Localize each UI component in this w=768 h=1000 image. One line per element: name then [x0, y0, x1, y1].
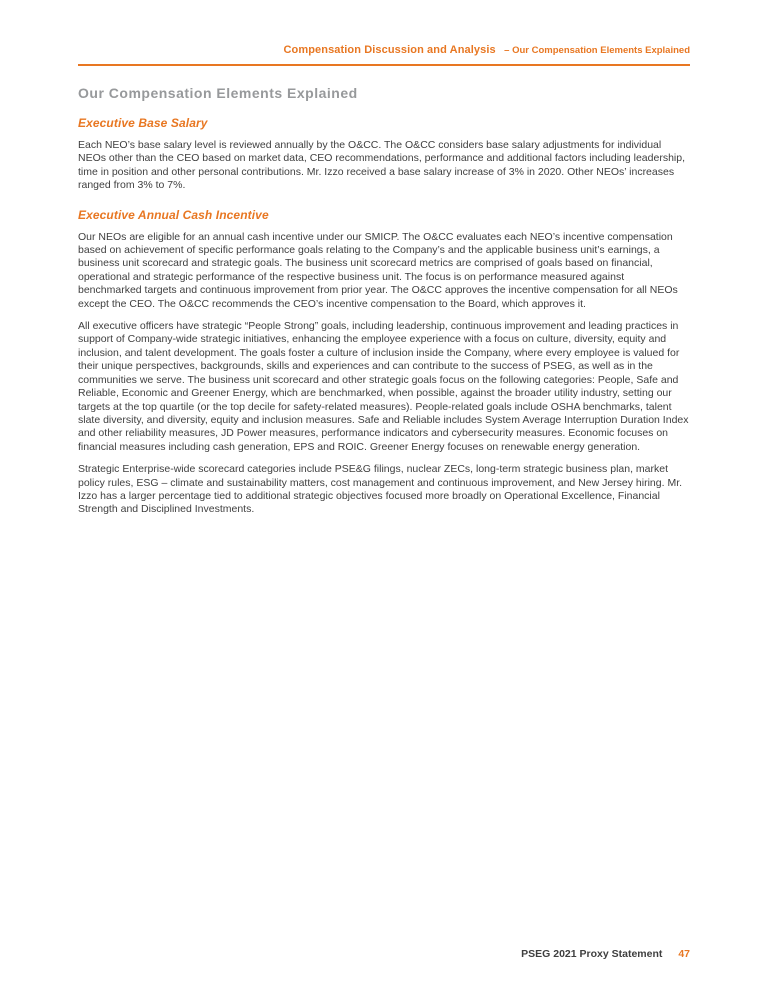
paragraph-cash-incentive-overview: Our NEOs are eligible for an annual cash incentive under our SMICP. The O&CC evaluates each NEO’s incentive compensation based on achievement of specific performance goals relating to the Company’s and the applicable business unit’s earnings, a business unit scorecard and strategic goals. The business unit scorecard metrics are comprised of goals based on financial, operational and strategic performance of the respective business unit. The focus is on performance measured against benchmarked targets and continuous improvement from prior year. The O&CC approves the incentive compensation for all NEOs except the CEO. The O&CC recommends the CEO’s incentive compensation to the Board, which approves it. — [78, 230, 678, 310]
page-title: Our Compensation Elements Explained — [78, 85, 358, 101]
section-executive-base-salary — [78, 116, 690, 193]
running-header-section: – Our Compensation Elements Explained — [504, 45, 690, 56]
footer-page-number: 47 — [678, 948, 690, 960]
paragraph-people-strong-goals: All executive officers have strategic “People Strong” goals, including leadership, continuous improvement and leading practices in support of Company-wide strategic initiatives, enhancing the employee experience with a focus on culture, diversity, equity and inclusion, and talent development. The goals foster a culture of inclusion inside the Company, where every employee is valued for their unique perspectives, backgrounds, skills and experiences and can contribute to the success of PSEG, as well as in the communities we serve. The business unit scorecard and other strategic goals focus on the following categories: People, Safe and Reliable, Economic and Greener Energy, which are benchmarked, when possible, against the broader utility industry, setting our targets at the top quartile (or the top decile for safety-related measures). People-related goals include OSHA benchmarks, talent slate diversity, and diversity, equity and inclusion measures. Safe and Reliable includes System Average Interruption Duration Index and other reliability measures, JD Power measures, performance indicators and cybersecurity measures. Economic focuses on financial measures including cash generation, EPS and ROIC. Greener Energy focuses on renewable energy generation. — [78, 320, 689, 453]
page-footer — [521, 948, 690, 960]
running-header — [78, 40, 690, 66]
section-heading-executive-annual-cash-incentive: Executive Annual Cash Incentive — [78, 207, 269, 222]
section-heading-executive-base-salary: Executive Base Salary — [78, 116, 208, 130]
paragraph-enterprise-scorecard: Strategic Enterprise-wide scorecard categories include PSE&G filings, nuclear ZECs, long-term strategic business plan, market policy rules, ESG – climate and sustainability matters, cost management and continuous improvement, and New Jersey hiring. Mr. Izzo has a larger percentage tied to additional strategic objectives focused more broadly on Operational Excellence, Financial Strength and Disciplined Investments. — [78, 463, 683, 516]
paragraph-base-salary: Each NEO’s base salary level is reviewed annually by the O&CC. The O&CC considers base salary adjustments for individual NEOs other than the CEO based on market data, CEO recommendations, performance and additional factors including leadership, time in position and other personal contributions. Mr. Izzo received a base salary increase of 3% in 2020. Other NEOs’ increases ranged from 3% to 7%. — [78, 139, 685, 192]
running-header-title: Compensation Discussion and Analysis — [283, 44, 496, 56]
section-executive-annual-cash-incentive — [78, 208, 690, 517]
footer-document-label: PSEG 2021 Proxy Statement — [521, 948, 663, 960]
